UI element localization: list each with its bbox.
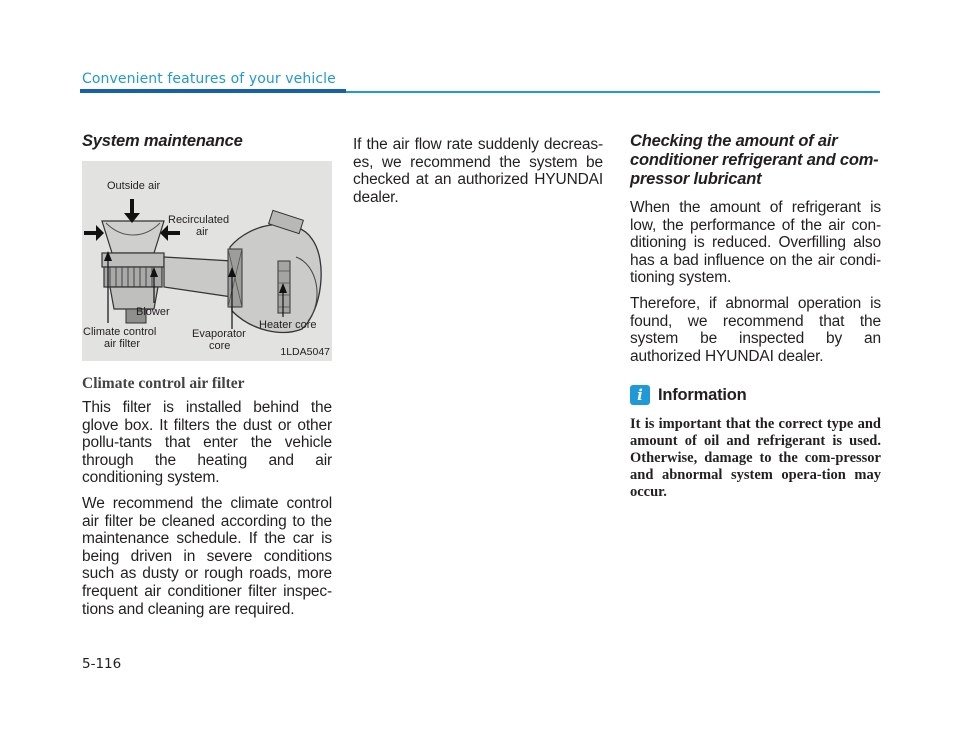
header-title: Convenient features of your vehicle	[82, 71, 336, 87]
label-recirculated-air-line2: air	[196, 226, 209, 238]
paragraph: We recommend the climate control air filter be cleaned according to the maintenance schedule. If the car is being driven in severe conditions such as dusty or rough roads, more frequent air conditioner filter inspec-tions and cleaning are required.	[82, 494, 332, 618]
header-rule-dark	[80, 89, 346, 93]
label-heater-core: Heater core	[259, 319, 317, 331]
label-outside-air: Outside air	[107, 180, 161, 192]
label-filter-line2: air filter	[104, 338, 141, 350]
paragraph: If the air flow rate suddenly decreas-es, we recommend the system be checked at an authorized HYUNDAI dealer.	[353, 136, 603, 206]
section-heading: System maintenance	[82, 132, 243, 150]
header-rule-light	[346, 91, 880, 93]
label-recirculated-air-line1: Recirculated	[168, 214, 230, 226]
paragraph: This filter is installed behind the glove box. It filters the dust or other pollu-tants that enter the vehicle through the heating and air conditioning system.	[82, 399, 332, 487]
information-text: It is important that the correct type and amount of oil and refrigerant is used. Otherwise, damage to the com-pressor and abnormal system opera-tion may occur.	[630, 416, 881, 501]
label-evaporator-line2: core	[209, 340, 231, 352]
label-evaporator-line1: Evaporator	[192, 328, 246, 340]
paragraph: Therefore, if abnormal operation is found, we recommend that the system be inspected by an authorized HYUNDAI dealer.	[630, 294, 881, 365]
left-column	[82, 132, 332, 626]
information-header	[630, 385, 881, 405]
subheading: Climate control air filter	[82, 375, 245, 392]
figure-code: 1LDA5047	[280, 346, 330, 358]
right-column	[630, 132, 881, 501]
paragraph: When the amount of refrigerant is low, the performance of the air con-ditioning is reduced. Overfilling also has a bad influence on the air condi-tioning system.	[630, 199, 881, 287]
label-blower: Blower	[136, 306, 170, 318]
information-title: Information	[658, 385, 747, 404]
middle-column	[353, 136, 603, 214]
page-number: 5-116	[82, 656, 122, 672]
label-filter-line1: Climate control	[83, 326, 157, 338]
hvac-diagram	[82, 161, 332, 361]
section-heading: Checking the amount of air conditioner refrigerant and com-pressor lubricant	[630, 132, 879, 188]
information-icon: i	[630, 385, 650, 405]
